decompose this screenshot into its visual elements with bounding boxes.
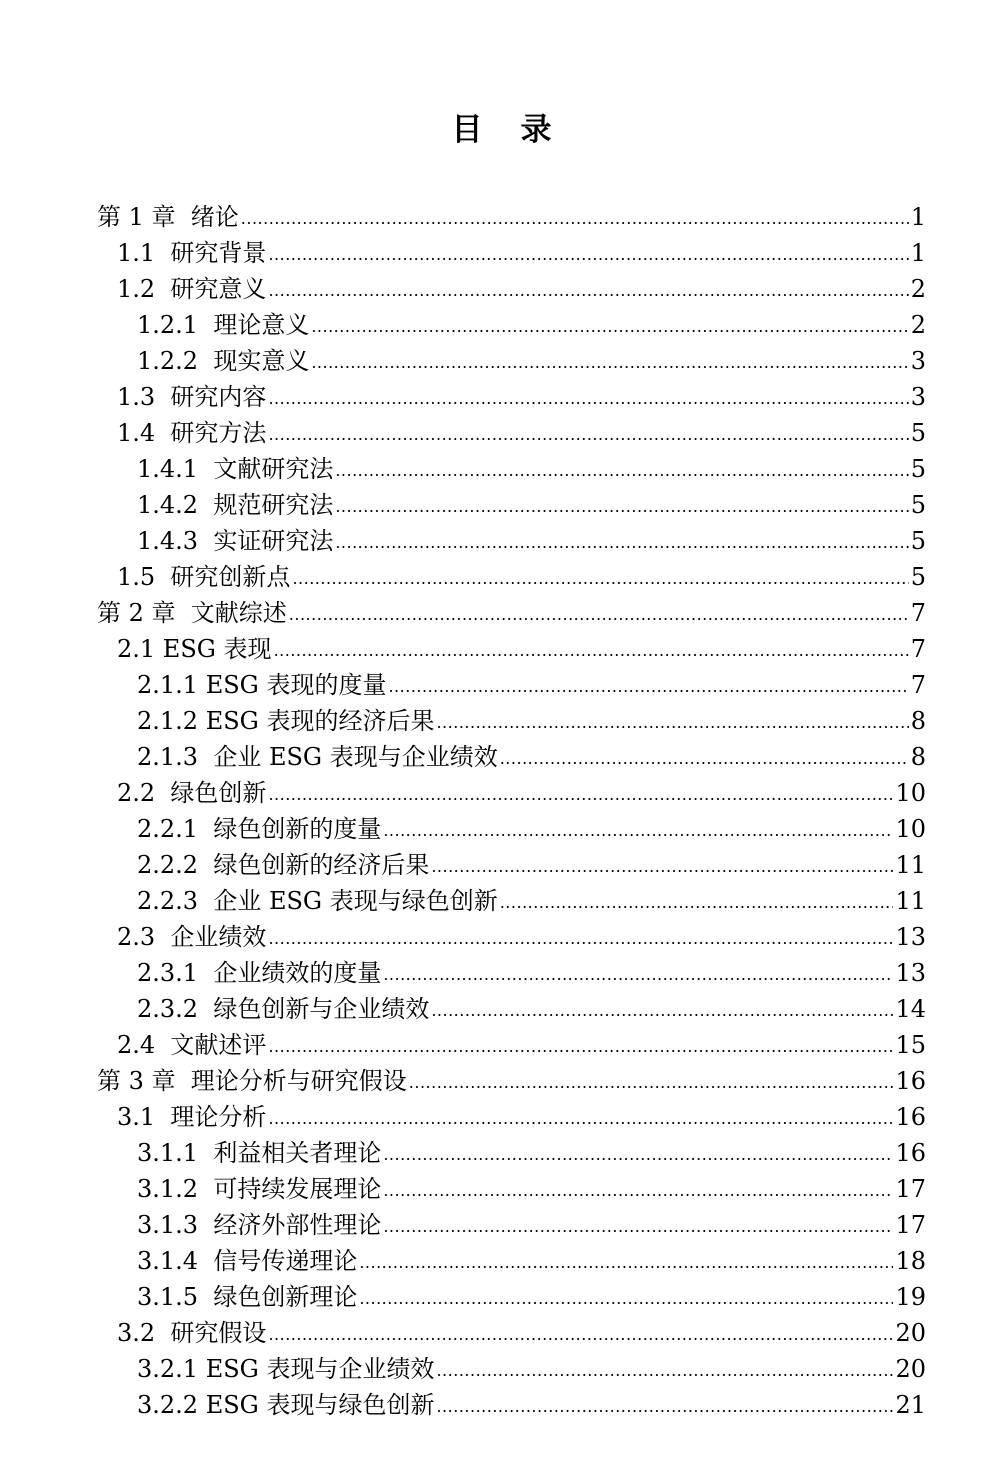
toc-page-number: 11 — [895, 887, 926, 915]
toc-entry[interactable] — [0, 631, 1003, 667]
toc-page-number: 16 — [895, 1067, 926, 1095]
toc-entry[interactable] — [0, 1243, 1003, 1279]
toc-entry-text: 1.4 研究方法 — [117, 419, 267, 447]
toc-entry-text: 2.2 绿色创新 — [117, 779, 267, 807]
toc-entry[interactable] — [0, 1135, 1003, 1171]
toc-entry-text: 2.3.2 绿色创新与企业绩效 — [137, 995, 430, 1023]
toc-dot-leader — [436, 705, 908, 741]
toc-page-number: 5 — [910, 455, 926, 483]
toc-dot-leader — [268, 1101, 893, 1137]
toc-page-number: 2 — [910, 275, 926, 303]
toc-entry[interactable] — [0, 1387, 1003, 1423]
toc-dot-leader — [383, 1209, 893, 1245]
toc-entry[interactable] — [0, 1027, 1003, 1063]
toc-dot-leader — [268, 1029, 893, 1065]
toc-page-number: 7 — [910, 671, 926, 699]
toc-dot-leader — [268, 237, 908, 273]
toc-page-number: 16 — [895, 1103, 926, 1131]
toc-page-number: 3 — [910, 347, 926, 375]
toc-page-number: 8 — [910, 743, 926, 771]
toc-entry-text: 3.1 理论分析 — [117, 1103, 267, 1131]
toc-dot-leader — [500, 741, 909, 777]
toc-entry-text: 1.4.2 规范研究法 — [137, 491, 334, 519]
toc-page-number: 7 — [910, 635, 926, 663]
toc-entry[interactable] — [0, 523, 1003, 559]
toc-page-number: 1 — [910, 239, 926, 267]
toc-entry-text: 3.2.1 ESG 表现与企业绩效 — [137, 1355, 435, 1383]
toc-entry-text: 2.4 文献述评 — [117, 1031, 267, 1059]
toc-entry-text: 3.1.1 利益相关者理论 — [137, 1139, 382, 1167]
toc-entry[interactable] — [0, 307, 1003, 343]
toc-page-number: 5 — [910, 527, 926, 555]
toc-entry-text: 第 1 章 绪论 — [97, 203, 239, 231]
toc-entry[interactable] — [0, 415, 1003, 451]
toc-entry[interactable] — [0, 1279, 1003, 1315]
toc-entry[interactable] — [0, 343, 1003, 379]
toc-page-number: 16 — [895, 1139, 926, 1167]
toc-dot-leader — [268, 381, 908, 417]
toc-entry[interactable] — [0, 199, 1003, 235]
toc-entry[interactable] — [0, 559, 1003, 595]
toc-dot-leader — [409, 1065, 894, 1101]
toc-entry-text: 2.3.1 企业绩效的度量 — [137, 959, 382, 987]
toc-page-number: 19 — [895, 1283, 926, 1311]
toc-entry-text: 第 3 章 理论分析与研究假设 — [97, 1067, 407, 1095]
toc-dot-leader — [268, 417, 908, 453]
toc-entry[interactable] — [0, 1063, 1003, 1099]
toc-page-number: 15 — [895, 1031, 926, 1059]
toc-dot-leader — [241, 201, 909, 237]
toc-entry-text: 1.4.3 实证研究法 — [137, 527, 334, 555]
toc-entry-text: 3.1.5 绿色创新理论 — [137, 1283, 358, 1311]
toc-dot-leader — [268, 777, 893, 813]
title-char-left: 目 — [451, 112, 483, 148]
toc-dot-leader — [335, 525, 908, 561]
toc-dot-leader — [431, 849, 893, 885]
toc-entry-text: 2.2.1 绿色创新的度量 — [137, 815, 382, 843]
toc-dot-leader — [431, 993, 893, 1029]
toc-dot-leader — [274, 633, 909, 669]
toc-entry[interactable] — [0, 847, 1003, 883]
toc-entry-text: 3.1.4 信号传递理论 — [137, 1247, 358, 1275]
toc-dot-leader — [436, 1389, 893, 1425]
toc-dot-leader — [436, 1353, 893, 1389]
toc-entry[interactable] — [0, 991, 1003, 1027]
toc-dot-leader — [335, 453, 908, 489]
toc-entry-text: 1.2 研究意义 — [117, 275, 267, 303]
toc-entry-text: 3.2 研究假设 — [117, 1319, 267, 1347]
toc-entry[interactable] — [0, 235, 1003, 271]
toc-entry[interactable] — [0, 451, 1003, 487]
toc-entry[interactable] — [0, 955, 1003, 991]
toc-page-number: 5 — [910, 563, 926, 591]
toc-entry-text: 第 2 章 文献综述 — [97, 599, 287, 627]
title-char-right: 录 — [520, 112, 552, 148]
toc-entry-text: 2.2.3 企业 ESG 表现与绿色创新 — [137, 887, 498, 915]
toc-entry-text: 2.1.1 ESG 表现的度量 — [137, 671, 387, 699]
toc-entry[interactable] — [0, 811, 1003, 847]
toc-dot-leader — [268, 273, 908, 309]
toc-page-number: 13 — [895, 923, 926, 951]
toc-entry[interactable] — [0, 919, 1003, 955]
toc-dot-leader — [268, 921, 893, 957]
toc-entry[interactable] — [0, 703, 1003, 739]
toc-page-number: 2 — [910, 311, 926, 339]
toc-page-number: 18 — [895, 1247, 926, 1275]
toc-entry-text: 3.2.2 ESG 表现与绿色创新 — [137, 1391, 435, 1419]
toc-entry[interactable] — [0, 1171, 1003, 1207]
toc-page-number: 7 — [910, 599, 926, 627]
toc-page-number: 3 — [910, 383, 926, 411]
toc-dot-leader — [500, 885, 894, 921]
toc-dot-leader — [383, 1173, 893, 1209]
toc-page-number: 13 — [895, 959, 926, 987]
toc-entry[interactable] — [0, 883, 1003, 919]
toc-entry[interactable] — [0, 1207, 1003, 1243]
toc-page-number: 11 — [895, 851, 926, 879]
toc-entry-text: 2.3 企业绩效 — [117, 923, 267, 951]
toc-page-number: 1 — [910, 203, 926, 231]
toc-dot-leader — [388, 669, 908, 705]
toc-dot-leader — [311, 345, 908, 381]
toc-page-number: 21 — [895, 1391, 926, 1419]
toc-entry[interactable] — [0, 595, 1003, 631]
toc-entry[interactable] — [0, 775, 1003, 811]
toc-dot-leader — [292, 561, 908, 597]
toc-entry-text: 3.1.2 可持续发展理论 — [137, 1175, 382, 1203]
toc-entry-text: 1.3 研究内容 — [117, 383, 267, 411]
toc-entry-text: 1.2.1 理论意义 — [137, 311, 310, 339]
toc-page-number: 5 — [910, 491, 926, 519]
toc-entry[interactable] — [0, 667, 1003, 703]
toc-page-number: 20 — [895, 1319, 926, 1347]
toc-entry[interactable] — [0, 1099, 1003, 1135]
toc-entry[interactable] — [0, 1315, 1003, 1351]
toc-dot-leader — [383, 957, 893, 993]
toc-entry[interactable] — [0, 487, 1003, 523]
toc-entry[interactable] — [0, 1351, 1003, 1387]
toc-entry-text: 2.1.2 ESG 表现的经济后果 — [137, 707, 435, 735]
toc-dot-leader — [289, 597, 909, 633]
toc-entry-text: 1.4.1 文献研究法 — [137, 455, 334, 483]
toc-page-number: 5 — [910, 419, 926, 447]
toc-page-number: 10 — [895, 779, 926, 807]
toc-page-number: 8 — [910, 707, 926, 735]
toc-dot-leader — [383, 1137, 893, 1173]
toc-dot-leader — [359, 1281, 893, 1317]
toc-entry-text: 1.1 研究背景 — [117, 239, 267, 267]
toc-entry-text: 1.5 研究创新点 — [117, 563, 291, 591]
toc-entry-text: 2.2.2 绿色创新的经济后果 — [137, 851, 430, 879]
toc-dot-leader — [268, 1317, 893, 1353]
table-of-contents — [0, 199, 1003, 1423]
toc-page-number: 10 — [895, 815, 926, 843]
toc-entry-text: 3.1.3 经济外部性理论 — [137, 1211, 382, 1239]
toc-entry-text: 2.1.3 企业 ESG 表现与企业绩效 — [137, 743, 498, 771]
toc-page-number: 14 — [895, 995, 926, 1023]
page-title — [0, 108, 1003, 152]
toc-entry[interactable] — [0, 379, 1003, 415]
toc-entry[interactable] — [0, 739, 1003, 775]
toc-entry[interactable] — [0, 271, 1003, 307]
toc-entry-text: 2.1 ESG 表现 — [117, 635, 272, 663]
toc-entry-text: 1.2.2 现实意义 — [137, 347, 310, 375]
toc-dot-leader — [383, 813, 893, 849]
toc-dot-leader — [311, 309, 908, 345]
toc-page-number: 17 — [895, 1175, 926, 1203]
toc-dot-leader — [335, 489, 908, 525]
toc-page-number: 17 — [895, 1211, 926, 1239]
toc-dot-leader — [359, 1245, 893, 1281]
toc-page-number: 20 — [895, 1355, 926, 1383]
